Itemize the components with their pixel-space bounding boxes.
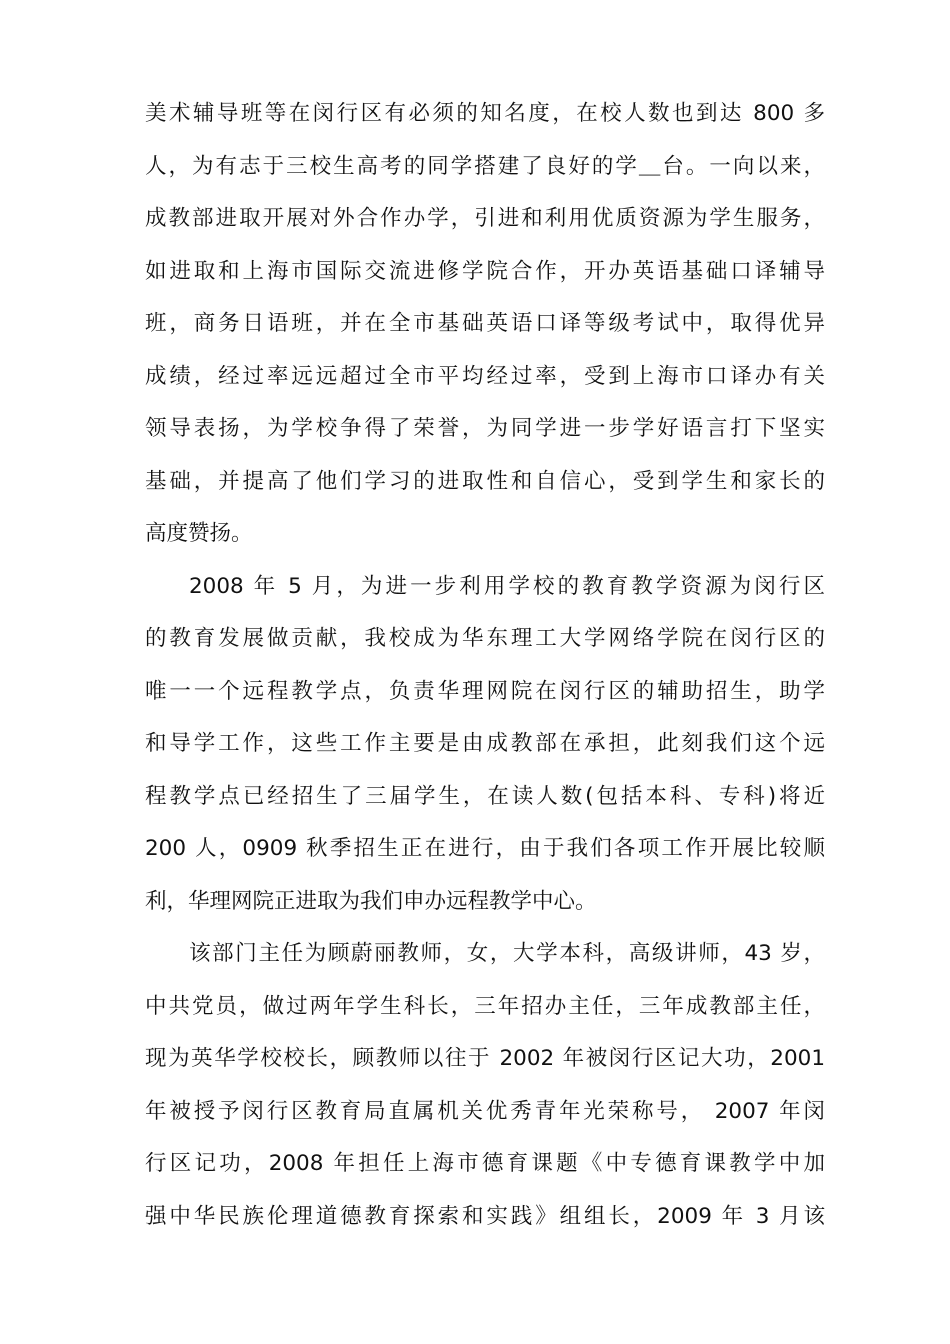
text-line: 2008 年 5 月，为进一步利用学校的教育教学资源为闵行区 — [189, 573, 825, 599]
paragraph-3 — [145, 928, 825, 1243]
document-body — [145, 88, 825, 1243]
text-line: 成教部进取开展对外合作办学，引进和利用优质资源为学生服务， — [145, 206, 825, 231]
text-line: 的教育发展做贡献，我校成为华东理工大学网络学院在闵行区的 — [145, 626, 825, 651]
text-line: 年被授予闵行区教育局直属机关优秀青年光荣称号， 2007 年闵 — [145, 1098, 825, 1124]
text-line: 如进取和上海市国际交流进修学院合作，开办英语基础口译辅导 — [145, 258, 825, 284]
text-line: 中共党员，做过两年学生科长，三年招办主任，三年成教部主任， — [145, 993, 825, 1019]
text-line: 美术辅导班等在闵行区有必须的知名度，在校人数也到达 800 多 — [145, 101, 825, 126]
text-line: 强中华民族伦理道德教育探索和实践》组组长，2009 年 3 月该 — [145, 1203, 825, 1229]
text-line: 行区记功，2008 年担任上海市德育课题《中专德育课教学中加 — [145, 1151, 825, 1176]
text-line: 班，商务日语班，并在全市基础英语口译等级考试中，取得优异 — [145, 311, 825, 336]
text-line: 200 人，0909 秋季招生正在进行，由于我们各项工作开展比较顺 — [145, 836, 825, 861]
text-line: 程教学点已经招生了三届学生，在读人数(包括本科、专科)将近 — [145, 783, 825, 809]
paragraph-2 — [145, 561, 825, 929]
text-line: 现为英华学校校长，顾教师以往于 2002 年被闵行区记大功，2001 — [145, 1046, 825, 1071]
text-line: 成绩，经过率远远超过全市平均经过率，受到上海市口译办有关 — [145, 363, 825, 389]
paragraph-1 — [145, 88, 825, 561]
text-line: 领导表扬，为学校争得了荣誉，为同学进一步学好语言打下坚实 — [145, 416, 825, 441]
text-line: 该部门主任为顾蔚丽教师，女，大学本科，高级讲师，43 岁， — [189, 941, 825, 966]
text-line: 基础，并提高了他们学习的进取性和自信心，受到学生和家长的 — [145, 468, 825, 494]
text-line: 高度赞扬。 — [145, 521, 253, 546]
text-line: 利，华理网院正进取为我们申办远程教学中心。 — [145, 888, 597, 914]
text-line: 唯一一个远程教学点，负责华理网院在闵行区的辅助招生，助学 — [145, 678, 825, 704]
text-line: 人，为有志于三校生高考的同学搭建了良好的学＿台。一向以来， — [145, 153, 825, 179]
text-line: 和导学工作，这些工作主要是由成教部在承担，此刻我们这个远 — [145, 731, 825, 756]
